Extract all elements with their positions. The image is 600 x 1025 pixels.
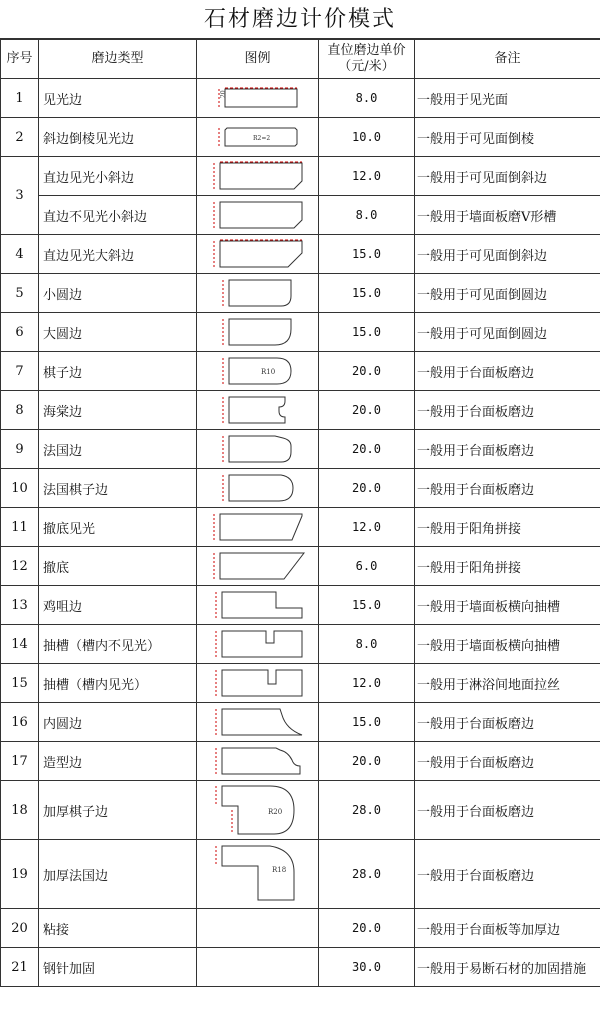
table-row: [1, 547, 600, 586]
row-type: 造型边: [39, 742, 197, 781]
header-num: 序号: [1, 40, 39, 79]
row-note: 一般用于阳角拼接: [415, 508, 600, 547]
row-note: 一般用于台面板磨边: [415, 781, 600, 840]
edge-diagram: [197, 840, 319, 909]
row-num: 1: [1, 79, 39, 118]
row-num: 3: [1, 157, 39, 235]
row-price: 30.0: [319, 948, 415, 987]
table-header-row: [1, 40, 600, 79]
edge-diagram-empty: [197, 909, 319, 948]
table-row: [1, 235, 600, 274]
row-price: 15.0: [319, 586, 415, 625]
table-row: [1, 703, 600, 742]
row-note: 一般用于可见面倒圆边: [415, 274, 600, 313]
svg-text:R20: R20: [267, 808, 282, 816]
row-num: 16: [1, 703, 39, 742]
edge-diagram: [197, 79, 319, 118]
row-price: 15.0: [319, 235, 415, 274]
row-note: 一般用于墙面板横向抽槽: [415, 586, 600, 625]
row-type: 加厚法国边: [39, 840, 197, 909]
row-type: 斜边倒棱见光边: [39, 118, 197, 157]
row-num: 7: [1, 352, 39, 391]
row-note: 一般用于台面板磨边: [415, 840, 600, 909]
row-note: 一般用于台面板磨边: [415, 430, 600, 469]
table-row: [1, 313, 600, 352]
row-price: 20.0: [319, 430, 415, 469]
row-num: 14: [1, 625, 39, 664]
table-row: [1, 508, 600, 547]
edge-diagram: [197, 625, 319, 664]
price-table: [0, 39, 600, 987]
row-num: 18: [1, 781, 39, 840]
row-price: 15.0: [319, 274, 415, 313]
row-price: 12.0: [319, 508, 415, 547]
row-price: 12.0: [319, 157, 415, 196]
row-type: 直边见光大斜边: [39, 235, 197, 274]
page-title: 石材磨边计价模式: [0, 0, 600, 39]
row-note: 一般用于可见面倒斜边: [415, 235, 600, 274]
edge-diagram: [197, 703, 319, 742]
row-num: 2: [1, 118, 39, 157]
row-note: 一般用于台面板磨边: [415, 742, 600, 781]
row-type: 法国棋子边: [39, 469, 197, 508]
edge-diagram: [197, 430, 319, 469]
row-price: 20.0: [319, 909, 415, 948]
table-row: [1, 196, 600, 235]
row-type: 内圆边: [39, 703, 197, 742]
row-price: 15.0: [319, 313, 415, 352]
row-num: 20: [1, 909, 39, 948]
table-row: [1, 118, 600, 157]
edge-diagram: [197, 352, 319, 391]
row-num: 10: [1, 469, 39, 508]
svg-text:R10: R10: [260, 368, 275, 376]
edge-diagram: [197, 313, 319, 352]
header-price: 直位磨边单价 （元/米）: [319, 40, 415, 79]
row-num: 8: [1, 391, 39, 430]
row-type: 粘接: [39, 909, 197, 948]
row-note: 一般用于台面板磨边: [415, 391, 600, 430]
table-row: [1, 586, 600, 625]
edge-diagram: [197, 391, 319, 430]
header-figure: 图例: [197, 40, 319, 79]
row-type: 法国边: [39, 430, 197, 469]
row-num: 13: [1, 586, 39, 625]
row-num: 12: [1, 547, 39, 586]
table-row: [1, 469, 600, 508]
row-note: 一般用于淋浴间地面拉丝: [415, 664, 600, 703]
edge-diagram-empty: [197, 948, 319, 987]
edge-diagram: [197, 157, 319, 196]
edge-diagram: [197, 118, 319, 157]
table-row: [1, 664, 600, 703]
row-note: 一般用于可见面倒斜边: [415, 157, 600, 196]
row-note: 一般用于墙面板磨V形槽: [415, 196, 600, 235]
edge-diagram: [197, 586, 319, 625]
row-type: 加厚棋子边: [39, 781, 197, 840]
row-note: 一般用于可见面倒圆边: [415, 313, 600, 352]
row-type: 大圆边: [39, 313, 197, 352]
row-note: 一般用于台面板磨边: [415, 469, 600, 508]
row-num: 15: [1, 664, 39, 703]
row-price: 8.0: [319, 79, 415, 118]
table-row: [1, 909, 600, 948]
svg-text:R2=2: R2=2: [252, 135, 270, 142]
edge-diagram: [197, 508, 319, 547]
row-price: 8.0: [319, 625, 415, 664]
row-price: 12.0: [319, 664, 415, 703]
header-note: 备注: [415, 40, 600, 79]
row-num: 9: [1, 430, 39, 469]
table-row: [1, 274, 600, 313]
table-row: [1, 79, 600, 118]
table-row: [1, 840, 600, 909]
row-price: 20.0: [319, 352, 415, 391]
row-type: 直边不见光小斜边: [39, 196, 197, 235]
row-note: 一般用于阳角拼接: [415, 547, 600, 586]
row-type: 直边见光小斜边: [39, 157, 197, 196]
edge-diagram: [197, 781, 319, 840]
row-note: 一般用于见光面: [415, 79, 600, 118]
row-price: 15.0: [319, 703, 415, 742]
row-num: 19: [1, 840, 39, 909]
row-type: 抽槽（槽内不见光）: [39, 625, 197, 664]
row-type: 见光边: [39, 79, 197, 118]
table-row: [1, 742, 600, 781]
edge-diagram: [197, 547, 319, 586]
row-price: 8.0: [319, 196, 415, 235]
row-num: 6: [1, 313, 39, 352]
row-note: 一般用于台面板磨边: [415, 703, 600, 742]
row-note: 一般用于台面板磨边: [415, 352, 600, 391]
row-type: 撤底见光: [39, 508, 197, 547]
row-price: 20.0: [319, 742, 415, 781]
row-num: 4: [1, 235, 39, 274]
row-price: 20.0: [319, 391, 415, 430]
row-type: 鸡咀边: [39, 586, 197, 625]
row-note: 一般用于墙面板横向抽槽: [415, 625, 600, 664]
row-note: 一般用于台面板等加厚边: [415, 909, 600, 948]
table-row: [1, 948, 600, 987]
table-row: [1, 157, 600, 196]
table-row: [1, 352, 600, 391]
row-num: 17: [1, 742, 39, 781]
table-row: [1, 391, 600, 430]
header-type: 磨边类型: [39, 40, 197, 79]
row-num: 11: [1, 508, 39, 547]
edge-diagram: [197, 235, 319, 274]
row-price: 6.0: [319, 547, 415, 586]
edge-diagram: [197, 742, 319, 781]
row-type: 钢针加固: [39, 948, 197, 987]
row-note: 一般用于可见面倒棱: [415, 118, 600, 157]
row-price: 10.0: [319, 118, 415, 157]
row-num: 21: [1, 948, 39, 987]
row-type: 撤底: [39, 547, 197, 586]
edge-diagram: [197, 469, 319, 508]
row-price: 28.0: [319, 781, 415, 840]
row-price: 28.0: [319, 840, 415, 909]
edge-diagram: [197, 274, 319, 313]
table-row: [1, 430, 600, 469]
table-row: [1, 781, 600, 840]
row-type: 小圆边: [39, 274, 197, 313]
svg-text:R18: R18: [271, 866, 286, 874]
row-price: 20.0: [319, 469, 415, 508]
row-type: 抽槽（槽内见光）: [39, 664, 197, 703]
svg-text:20: 20: [219, 90, 227, 98]
row-note: 一般用于易断石材的加固措施: [415, 948, 600, 987]
edge-diagram: [197, 196, 319, 235]
row-type: 海棠边: [39, 391, 197, 430]
row-num: 5: [1, 274, 39, 313]
edge-diagram: [197, 664, 319, 703]
row-type: 棋子边: [39, 352, 197, 391]
table-row: [1, 625, 600, 664]
